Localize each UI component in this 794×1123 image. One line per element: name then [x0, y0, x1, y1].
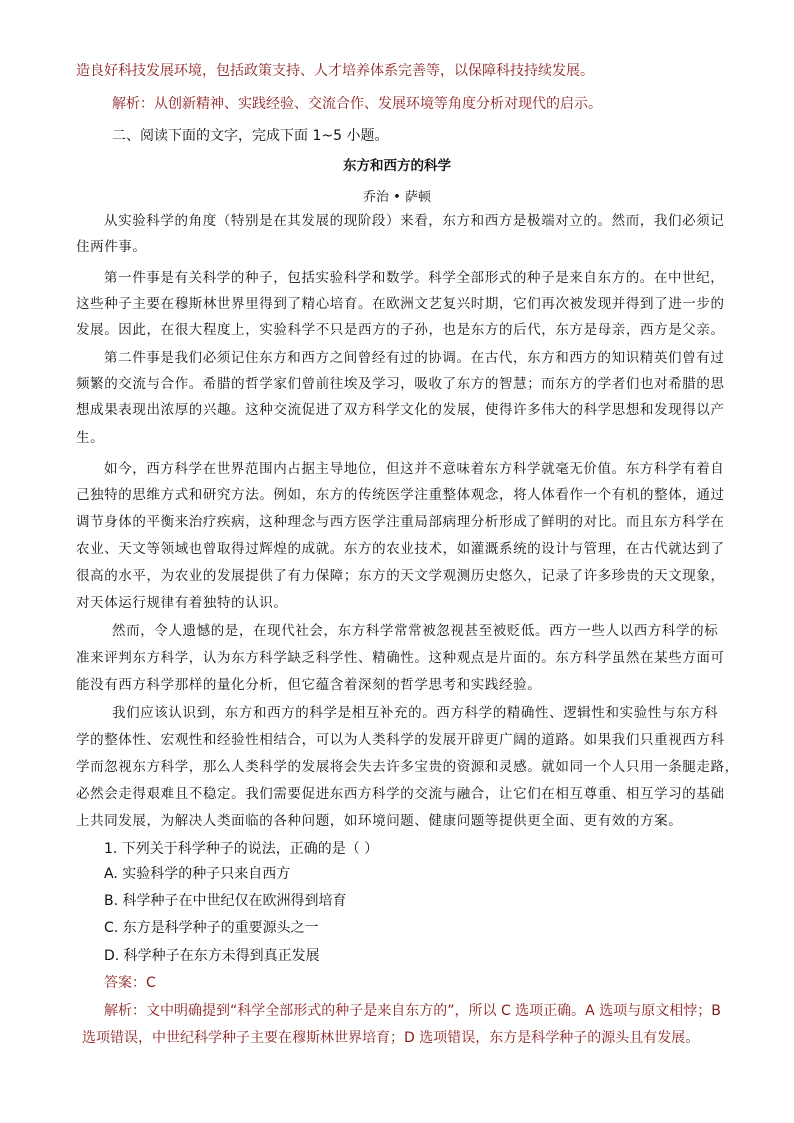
analysis-line-2: 选项错误，中世纪科学种子主要在穆斯林世界培育；D 选项错误，东方是科学种子的源头且有发展。 — [82, 1030, 700, 1046]
article-line: 准来评判东方科学，认为东方科学缺乏科学性、精确性。这种观点是片面的。东方科学虽然在某些方面可 — [76, 650, 725, 666]
article-line: 必然会走得艰难且不稳定。我们需要促进东西方科学的交流与融合，让它们在相互尊重、相互学习的基础 — [76, 786, 725, 802]
article-line: 这些种子主要在穆斯林世界里得到了精心培育。在欧洲文艺复兴时期，它们再次被发现并得到了进一步的 — [76, 296, 725, 312]
analysis-line-1: 解析：文中明确提到“科学全部形式的种子是来自东方的”，所以 C 选项正确。A 选项与原文相悖；B — [104, 1003, 721, 1019]
article-line: 能没有西方科学那样的量化分析，但它蕴含着深刻的哲学思考和实践经验。 — [76, 677, 542, 693]
article-line: 第二件事是我们必须记住东方和西方之间曾经有过的协调。在古代，东方和西方的知识精英们曾有过 — [104, 350, 725, 366]
article-line: 从实验科学的角度（特别是在其发展的现阶段）来看，东方和西方是极端对立的。然而，我们必须记 — [104, 213, 725, 229]
article-line: 生。 — [76, 430, 105, 446]
article-line: 调节身体的平衡来治疗疾病，这种理念与西方医学注重局部病理分析形成了鲜明的对比。而且东方科学在 — [76, 514, 725, 530]
article-line: 频繁的交流与合作。希腊的哲学家们曾前往埃及学习，吸收了东方的智慧；而东方的学者们也对希腊的思 — [76, 376, 725, 392]
option-a: A. 实验科学的种子只来自西方 — [104, 866, 291, 882]
question-stem: 1. 下列关于科学种子的说法，正确的是（ ） — [104, 841, 379, 857]
article-line: 住两件事。 — [76, 239, 147, 255]
article-line: 对天体运行规律有着独特的认识。 — [76, 595, 288, 611]
article-line: 己独特的思维方式和研究方法。例如，东方的传统医学注重整体观念，将人体看作一个有机的整体，通过 — [76, 487, 725, 503]
article-line: 然而，令人遗憾的是，在现代社会，东方科学常常被忽视甚至被贬低。西方一些人以西方科学的标 — [112, 623, 719, 639]
article-line: 学的整体性、宏观性和经验性相结合，可以为人类科学的发展开辟更广阔的道路。如果我们只重视西方科 — [76, 732, 725, 748]
section-heading: 二、阅读下面的文字，完成下面 1~5 小题。 — [112, 128, 389, 144]
analysis-text: 解析：从创新精神、实践经验、交流合作、发展环境等角度分析对现代的启示。 — [112, 96, 602, 112]
article-line: 农业、天文等领域也曾取得过辉煌的成就。东方的农业技术，如灌溉系统的设计与管理，在古代就达到了 — [76, 541, 725, 557]
article-title: 东方和西方的科学 — [343, 158, 451, 174]
answer-label: 答案：C — [104, 975, 156, 991]
article-author: 乔治 • 萨顿 — [363, 190, 431, 205]
option-b: B. 科学种子在中世纪仅在欧洲得到培育 — [104, 893, 347, 909]
article-line: 我们应该认识到，东方和西方的科学是相互补充的。西方科学的精确性、逻辑性和实验性与东方科 — [112, 705, 719, 721]
answer-text: 造良好科技发展环境，包括政策支持、人才培养体系完善等，以保障科技持续发展。 — [76, 63, 594, 79]
article-line: 很高的水平，为农业的发展提供了有力保障；东方的天文学观测历史悠久，记录了许多珍贵的天文现象， — [76, 568, 725, 584]
article-line: 如今，西方科学在世界范围内占据主导地位，但这并不意味着东方科学就毫无价值。东方科学有着自 — [104, 461, 725, 477]
article-line: 上共同发展，为解决人类面临的各种问题，如环境问题、健康问题等提供更全面、更有效的方案。 — [76, 813, 683, 829]
article-line: 发展。因此，在很大程度上，实验科学不只是西方的子孙，也是东方的后代，东方是母亲，西方是父亲。 — [76, 322, 725, 338]
option-c: C. 东方是科学种子的重要源头之一 — [104, 920, 319, 936]
option-d: D. 科学种子在东方未得到真正发展 — [104, 948, 320, 964]
article-line: 第一件事是有关科学的种子，包括实验科学和数学。科学全部形式的种子是来自东方的。在中世纪， — [104, 270, 725, 286]
article-line: 学而忽视东方科学，那么人类科学的发展将会失去许多宝贵的资源和灵感。就如同一个人只用一条腿走路， — [76, 759, 739, 775]
article-line: 想成果表现出浓厚的兴趣。这种交流促进了双方科学文化的发展，使得许多伟大的科学思想和发现得以产 — [76, 402, 725, 418]
